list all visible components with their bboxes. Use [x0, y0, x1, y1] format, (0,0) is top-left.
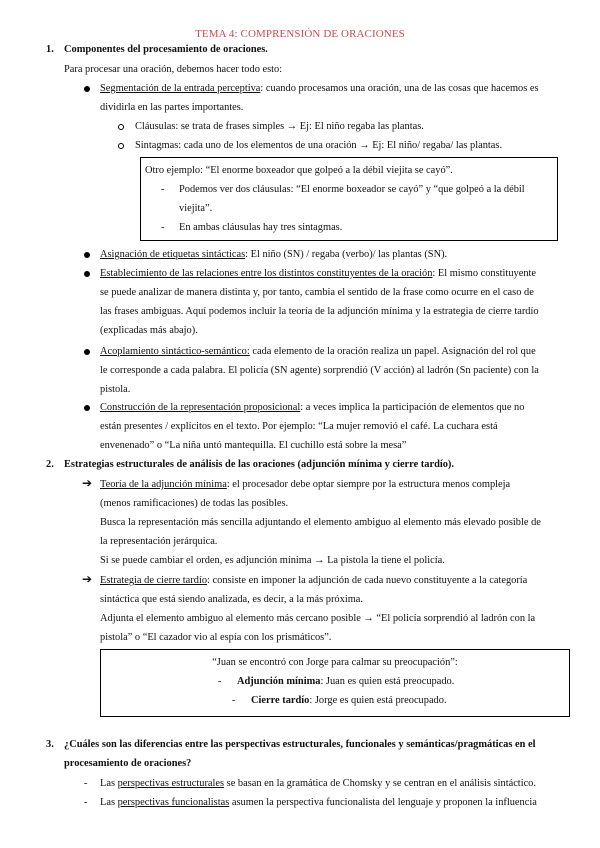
- box1-line-1: Otro ejemplo: “El enorme boxeador que golpeó a la débil viejita se cayó”.: [145, 165, 453, 176]
- hollow-bullet-icon: [118, 143, 124, 149]
- section-2-heading: [46, 455, 454, 474]
- dash-marker: -: [161, 222, 165, 233]
- establecimiento-line-4: (explicadas más abajo).: [100, 325, 198, 336]
- cierre-tardio-text: : Jorge es quien está preocupado.: [309, 695, 447, 706]
- estructurales-pre: Las: [100, 778, 118, 789]
- document-title: TEMA 4: COMPRENSIÓN DE ORACIONES: [195, 28, 405, 40]
- box2-line-1: “Juan se encontró con Jorge para calmar su preocupación”:: [212, 657, 458, 668]
- section-3-number: 3.: [46, 739, 54, 750]
- box1-bullet-1-line-1: Podemos ver dos cláusulas: “El enorme boxeador se cayó” y “que golpeó a la débil: [179, 184, 525, 195]
- adjuncion-term: Teoría de la adjunción mínima: [100, 479, 227, 490]
- establecimiento-line-3: las frases ambiguas. Aquí podemos incluir la teoría de la adjunción mínima y la estrategia de cierre tardío: [100, 306, 539, 317]
- dash-marker: -: [232, 695, 236, 706]
- box1-bullet-1-line-2: viejita”.: [179, 203, 213, 214]
- bullet-icon: [84, 405, 90, 411]
- estructurales-text: se basan en la gramática de Chomsky y se centran en el análisis sintáctico.: [224, 778, 536, 789]
- cierre-line-1: [100, 571, 527, 590]
- bullet-icon: [84, 86, 90, 92]
- construccion-term: Construcción de la representación proposicional: [100, 402, 301, 413]
- sintagmas-line: Sintagmas: cada uno de los elementos de una oración → Ej: El niño/ regaba/ las plantas.: [135, 140, 503, 151]
- asignacion-term: Asignación de etiquetas sintácticas: [100, 249, 246, 260]
- bullet-icon: [84, 252, 90, 258]
- box1-bullet-2: En ambas cláusulas hay tres sintagmas.: [179, 222, 343, 233]
- adjuncion-minima-label: Adjunción mínima: [237, 676, 321, 687]
- section-1-heading: [46, 40, 268, 59]
- dash-marker: -: [218, 676, 222, 687]
- section-1-title: Componentes del procesamiento de oraciones.: [64, 44, 268, 55]
- cierre-line-4: pistola” o “El cazador vio al espía con los prismáticos”.: [100, 632, 332, 643]
- construccion-line-3: envenenado” o “La niña untó mantequilla. El cuchillo está sobre la mesa”: [100, 440, 407, 451]
- adjuncion-line-4: la representación jerárquica.: [100, 536, 218, 547]
- adjuncion-minima-text: : Juan es quien está preocupado.: [320, 676, 455, 687]
- acoplamiento-line-1: [100, 342, 536, 361]
- adjuncion-line-3: Busca la representación más sencilla adjuntando el elemento ambiguo al elemento más elevado posible de: [100, 517, 541, 528]
- asignacion-text: : El niño (SN) / regaba (verbo)/ las plantas (SN).: [245, 249, 448, 260]
- acoplamiento-line-2: le corresponde a cada palabra. El policía (SN agente) sorprendió (V acción) al ladrón (Sn paciente) con la: [100, 365, 539, 376]
- segmentacion-text: : cuando procesamos una oración, una de las cosas que hacemos es: [260, 83, 539, 94]
- dash-marker: -: [84, 778, 88, 789]
- cierre-tardio-label: Cierre tardío: [251, 695, 310, 706]
- adjuncion-text: : el procesador debe optar siempre por la estructura menos compleja: [226, 479, 511, 490]
- section-2-title: Estrategias estructurales de análisis de las oraciones (adjunción mínima y cierre tardío).: [64, 459, 454, 470]
- dash-marker: -: [161, 184, 165, 195]
- construccion-text: : a veces implica la participación de elementos que no: [300, 402, 525, 413]
- section-2-number: 2.: [46, 459, 54, 470]
- example-box-1: [140, 157, 558, 241]
- estructurales-line: [100, 774, 536, 793]
- segmentacion-line-2: dividirla en las partes importantes.: [100, 102, 244, 113]
- funcionalistas-text: asumen la perspectiva funcionalista del lenguaje y proponen la influencia: [229, 797, 537, 808]
- example-box-2: [100, 649, 570, 717]
- acoplamiento-term: Acoplamiento sintáctico-semántico:: [100, 346, 250, 357]
- hollow-bullet-icon: [118, 124, 124, 130]
- section-3-heading: [46, 735, 536, 754]
- establecimiento-term: Establecimiento de las relaciones entre los distintos constituyentes de la oración: [100, 268, 433, 279]
- construccion-line-1: [100, 398, 524, 417]
- adjuncion-line-2: (menos ramificaciones) de todas las posibles.: [100, 498, 289, 509]
- clausulas-line: Cláusulas: se trata de frases simples → Ej: El niño regaba las plantas.: [135, 121, 424, 132]
- funcionalistas-line: [100, 793, 537, 812]
- acoplamiento-text: cada elemento de la oración realiza un papel. Asignación del rol que: [249, 346, 536, 357]
- cierre-line-3: Adjunta el elemento ambiguo al elemento más cercano posible → “El policía sorprendió al ladrón con la: [100, 613, 536, 624]
- funcionalistas-term: perspectivas funcionalistas: [117, 797, 230, 808]
- bullet-icon: [84, 271, 90, 277]
- dash-marker: -: [84, 797, 88, 808]
- adjuncion-line-1: [100, 475, 510, 494]
- box2-bullet-2: [251, 691, 447, 710]
- segmentacion-line-1: [100, 79, 539, 98]
- section-1-number: 1.: [46, 44, 54, 55]
- establecimiento-line-2: se puede analizar de manera distinta y, por tanto, cambia el sentido de la frase como ocurre en el caso de: [100, 287, 534, 298]
- box2-bullet-1: [237, 672, 454, 691]
- cierre-term: Estrategia de cierre tardío: [100, 575, 208, 586]
- establecimiento-text: : El mismo constituyente: [432, 268, 537, 279]
- construccion-line-2: están presentes / explícitos en el texto. Por ejemplo: “La mujer removió el café. La cuchara está: [100, 421, 498, 432]
- section-3-title-line-2: procesamiento de oraciones?: [64, 758, 192, 769]
- cierre-line-2: sintáctica que está siendo analizada, es decir, a la más próxima.: [100, 594, 363, 605]
- asignacion-line: [100, 245, 447, 264]
- estructurales-term: perspectivas estructurales: [117, 778, 225, 789]
- section-1-intro: Para procesar una oración, debemos hacer todo esto:: [64, 64, 283, 75]
- section-3-title-line-1: ¿Cuáles son las diferencias entre las perspectivas estructurales, funcionales y semánticas/pragmáticas en el: [64, 739, 536, 750]
- acoplamiento-line-3: pistola.: [100, 384, 131, 395]
- funcionalistas-pre: Las: [100, 797, 118, 808]
- bullet-icon: [84, 349, 90, 355]
- arrow-right-icon: ➔: [82, 476, 93, 490]
- adjuncion-line-5: Si se puede cambiar el orden, es adjunción mínima → La pistola la tiene el policía.: [100, 555, 445, 566]
- arrow-right-icon: ➔: [82, 572, 93, 586]
- segmentacion-term: Segmentación de la entrada perceptiva: [100, 83, 261, 94]
- establecimiento-line-1: [100, 264, 536, 283]
- cierre-text: : consiste en imponer la adjunción de cada nuevo constituyente a la categoría: [207, 575, 528, 586]
